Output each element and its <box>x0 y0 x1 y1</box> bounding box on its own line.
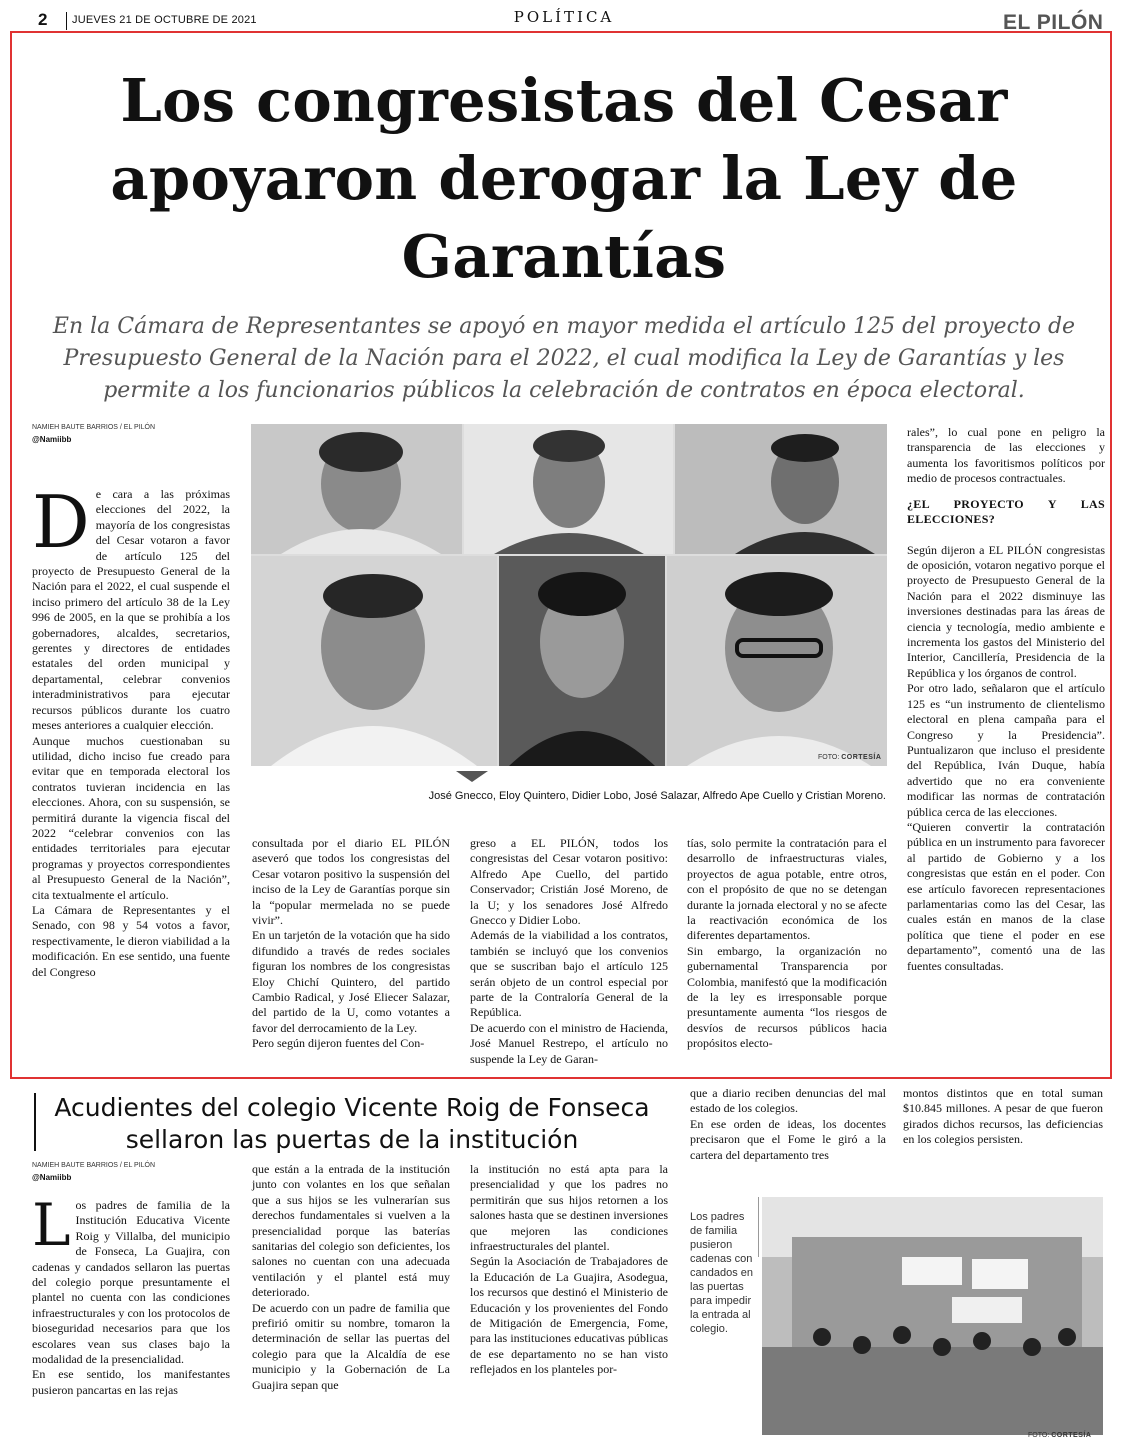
paragraph: greso a EL PILÓN, todos los congresistas del Cesar votaron positivo: Alfredo Ape Cuello, del partido Conservador; Cristián José Moreno, de la U; y los senadores José Alfredo Gnecco y Didier Lobo. <box>470 836 668 928</box>
paragraph: Además de la viabilidad a los contratos, también se incluyó que los convenios que se suscriban bajo el artículo 125 serán objeto de un control especial por parte de la Contraloría General de la República. <box>470 928 668 1020</box>
article2-headline: Acudientes del colegio Vicente Roig de Fonseca sellaron las puertas de la institución <box>54 1093 650 1154</box>
paragraph: En ese sentido, los manifestantes pusieron pancartas en las rejas <box>32 1367 230 1397</box>
paragraph: tías, solo permite la contratación para el desarrollo de infraestructuras viales, proyectos de agua potable, entre otros, con el propósito de que no se detengan durante la jornada electoral y no se afecte la reactivación económica de los diferentes departamentos. <box>687 836 887 943</box>
author-handle: @Namiibb <box>32 1173 72 1182</box>
section-name: POLÍTICA <box>513 8 615 26</box>
paragraph: En ese orden de ideas, los docentes precisaron que el Fome le giró a la cartera del departamento tres <box>690 1116 886 1162</box>
drop-cap: D <box>32 480 90 564</box>
photo-credit-prefix: FOTO: <box>818 754 840 761</box>
article-column-1 <box>32 480 230 980</box>
paragraph: consultada por el diario EL PILÓN aseveró que todos los congresistas del Cesar votaron positivo la suspensión del inciso de la Ley de Garantías porque sin la “popular mermelada no se puede vivir”. <box>252 836 450 928</box>
caption-pointer-icon <box>456 771 488 782</box>
paragraph: Pero según dijeron fuentes del Con- <box>252 1036 425 1051</box>
portrait-photo <box>251 424 462 554</box>
article-column-3 <box>470 836 668 1067</box>
photo-caption: José Gnecco, Eloy Quintero, Didier Lobo, José Salazar, Alfredo Ape Cuello y Cristian Moreno. <box>428 790 886 802</box>
article-column-4 <box>687 836 887 1052</box>
article2-column-2 <box>252 1162 450 1393</box>
caption-rule <box>758 1197 759 1257</box>
photo-credit <box>1028 1432 1091 1439</box>
article-headline: Los congresistas del Cesar apoyaron derogar la Ley de Garantías <box>110 66 1018 291</box>
paragraph: La Cámara de Representantes y el Senado, con 98 y 54 votos a favor, respectivamente, le dieron viabilidad a la modificación. En ese sentido, una fuente del Congreso <box>32 902 230 979</box>
issue-date: JUEVES 21 DE OCTUBRE DE 2021 <box>72 14 257 26</box>
article-column-2 <box>252 836 450 1052</box>
paragraph: De acuerdo con un padre de familia que prefirió omitir su nombre, tomaron la determinación de sellar las puertas del colegio para que la Alcaldía de ese municipio y la Gobernación de La Guajira sepan que <box>252 1300 450 1392</box>
photo-credit <box>818 754 881 761</box>
article-deck: En la Cámara de Representantes se apoyó en mayor medida el artículo 125 del proyecto de Presupuesto General de la Nación para el 2022, el cual modifica la Ley de Garantías y les permite a los funcionarios públicos la celebración de contratos en época electoral. <box>52 314 1076 403</box>
school-protest-photo <box>762 1197 1103 1435</box>
paragraph: Según dijeron a EL PILÓN congresistas de oposición, votaron negativo porque el proyecto de Presupuesto General de la Nación para el 2022 disminuye las inversiones destinadas para las áreas de ciencia y tecnología, medio ambiente e incrementa los gastos del Ministerio del Interior, Cancillería, Presidencia de la República y los órganos de control. <box>907 542 1105 680</box>
photo-credit-source: CORTESÍA <box>1051 1432 1092 1439</box>
portrait-photo <box>499 556 665 766</box>
article2-column-3 <box>470 1162 668 1378</box>
paragraph: rales”, lo cual pone en peligro la transparencia de las elecciones y aumenta los favoritismos políticos por medio de procesos contractuales. <box>907 425 1105 486</box>
paragraph: En un tarjetón de la votación que ha sido difundido a través de redes sociales figuran los nombres de los congresistas Eloy Chichí Quintero, del partido Cambio Radical, y José Eliecer Salazar, del partido de la U, como votantes a favor del derrocamiento de la Ley. <box>252 928 450 1035</box>
photo-credit-source: CORTESÍA <box>841 754 882 761</box>
paragraph: De acuerdo con el ministro de Hacienda, José Manuel Restrepo, el artículo no suspende la Ley de Garan- <box>470 1020 668 1066</box>
photo-credit-prefix: FOTO: <box>1028 1432 1050 1439</box>
paragraph: Sin embargo, la organización no gubernamental Transparencia por Colombia, manifestó que la modificación de la ley es irresponsable porque presuntamente aumenta “los riesgos de desvíos de recursos públicos hacia propósitos electo- <box>687 943 887 1051</box>
drop-cap: L <box>32 1191 71 1259</box>
paragraph: que a diario reciben denuncias del mal estado de los colegios. <box>690 1086 886 1116</box>
article-column-5 <box>907 425 1105 974</box>
article2-column-1 <box>32 1191 230 1398</box>
article2-column-5 <box>903 1086 1103 1148</box>
portrait-photo <box>667 556 887 766</box>
paragraph: os padres de familia de la Institución Educativa Vicente Roig y Villalba, del municipio de Fonseca, La Guajira, con cadenas y candados sellaron las puertas del colegio porque presuntamente el plantel no cuenta con las condiciones infraestructurales y con los protocolos de bioseguridad necesarios para que los escolares vean sus clases bajo la modalidad de la presencialidad. <box>32 1198 230 1367</box>
page-number: 2 <box>38 10 48 29</box>
photo-caption: Los padres de familia pusieron cadenas con candados en las puertas para impedir la entrada al colegio. <box>690 1211 753 1335</box>
congressmen-photo-grid <box>251 424 887 766</box>
portrait-photo <box>675 424 887 554</box>
section-subhead: ¿EL PROYECTO Y LAS ELECCIONES? <box>907 496 1105 526</box>
article2-column-4 <box>690 1086 886 1163</box>
paragraph: la institución no está apta para la presencialidad y que los padres no permitirán que sus hijos retornen a los salones hasta que se destinen inversiones que mejoren las condiciones infraestructurales del plantel. <box>470 1162 668 1254</box>
headline-rule <box>34 1093 36 1151</box>
paragraph: que están a la entrada de la institución junto con volantes en los que señalan que a sus hijos se les vulnerarían sus derechos fundamentales si vuelven a la presencialidad porque las baterías sanitarias del colegio son deficientes, los salones no cuentan con una adecuada ventilación y el plantel está muy deteriorado. <box>252 1162 450 1300</box>
paragraph: Por otro lado, señalaron que el artículo 125 es “un instrumento de clientelismo electoral en plena campaña para el Congreso y la Presidencia”. Puntualizaron que incluso el presidente del República, Iván Duque, había advertido que no era conveniente modificar las normas de contratación pública cerca de las elecciones. <box>907 681 1105 819</box>
paragraph: Aunque muchos cuestionaban su utilidad, dicho inciso fue creado para evitar que en temporada electoral los contratos tuvieran incidencia en las elecciones. Ahora, con su suspensión, se permitirá durante la vigencia fiscal del 2022 “celebrar convenios con las entidades territoriales para ejecutar programas y proyectos correspondientes al Presupuesto General de la Nación”, cita textualmente el artículo. <box>32 733 230 902</box>
portrait-photo <box>251 556 497 766</box>
byline: NAMIEH BAUTE BARRIOS / EL PILÓN <box>32 1162 156 1169</box>
paragraph: montos distintos que en total suman $10.845 millones. A pesar de que fueron girados dichos recursos, las deficiencias en los colegios persisten. <box>903 1086 1103 1147</box>
paragraph: “Quieren convertir la contratación pública en un instrumento para favorecer al partido de Gobierno y a los congresistas que están en el poder. Con ese artículo favorecen representaciones parlamentarias como las del Cesar, las cuales están en manos de la clase política que tiene el poder en ese departamento”, comentó una de las fuentes consultadas. <box>907 819 1105 973</box>
newspaper-logo: EL PILÓN <box>1003 11 1104 34</box>
portrait-photo <box>464 424 673 554</box>
byline: NAMIEH BAUTE BARRIOS / EL PILÓN <box>32 424 156 431</box>
paragraph: Según la Asociación de Trabajadores de la Educación de La Guajira, Asodegua, los recursos que destinó el Ministerio de Educación y los provenientes del Fondo de Mitigación de Emergencia, Fome, para las instituciones educativas públicas de ese departamento no se han visto reflejados en los planteles por- <box>470 1254 668 1377</box>
author-handle: @Namiibb <box>32 435 72 444</box>
paragraph: e cara a las próximas elecciones del 2022, la mayoría de los congresistas del Cesar votaron a favor de artículo 125 del proyecto de Presupuesto General de la Nación para el 2022, el cual suspende el inciso primero del artículo 38 de la Ley 996 de 2005, en la que se prohibía a los gobernadores, alcaldes, secretarios, gerentes y directores de entidades estatales del orden municipal y departamental, celebrar convenios interadministrativos para ejecutar recursos públicos durante los cuatro meses anteriores a cualquier elección. <box>32 487 230 733</box>
